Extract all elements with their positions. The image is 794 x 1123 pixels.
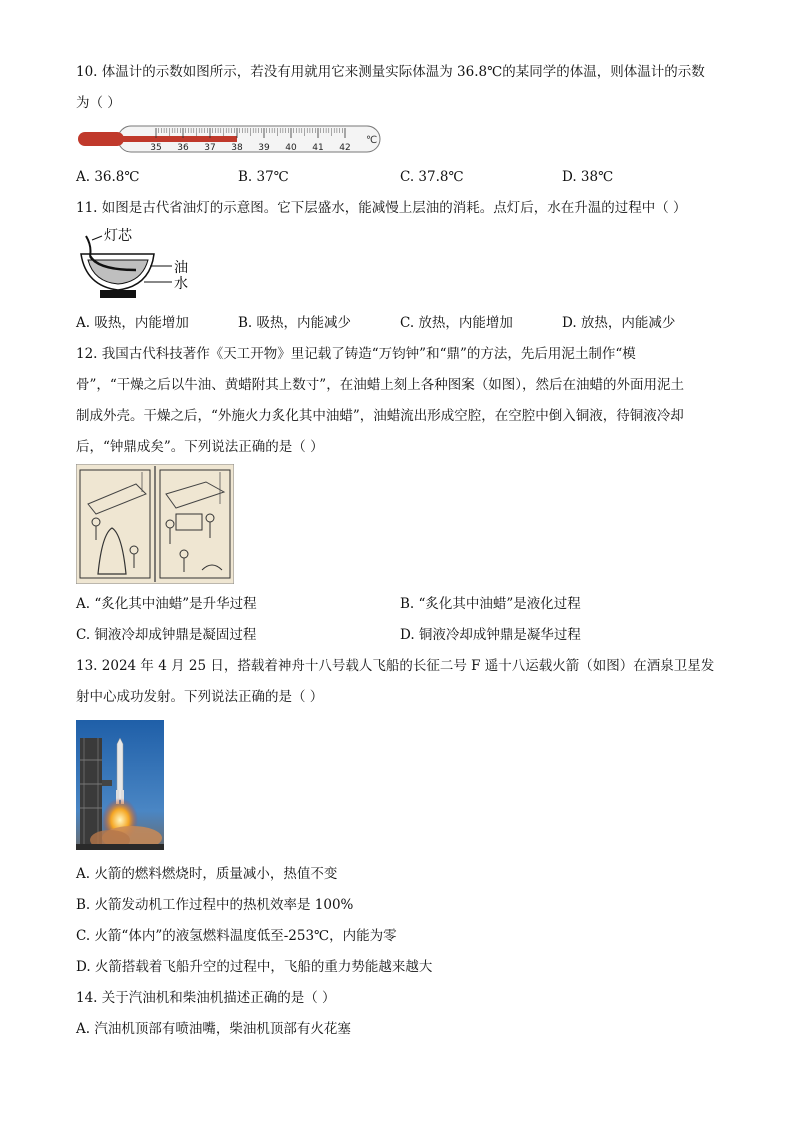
thermometer-tick-label: 42: [339, 143, 351, 153]
q11-option-a[interactable]: A. 吸热，内能增加: [76, 315, 189, 331]
thermometer-tick-label: 40: [285, 143, 297, 153]
label-wick: 灯芯: [104, 228, 132, 244]
q13-option-a[interactable]: A. 火箭的燃料燃烧时，质量减小，热值不变: [76, 866, 338, 882]
thermometer-tick-label: 37: [204, 143, 216, 153]
tiangong-kaiwu-illustration: [76, 464, 234, 584]
thermometer-tick-label: 39: [258, 143, 270, 153]
q10-stem-line1: 10. 体温计的示数如图所示，若没有用就用它来测量实际体温为 36.8℃的某同学的体温，则体温计的示数: [76, 64, 705, 80]
label-oil: 油: [174, 260, 188, 276]
thermometer-mercury: [116, 136, 237, 142]
q10-option-c[interactable]: C. 37.8℃: [400, 169, 464, 185]
q11-option-b[interactable]: B. 吸热，内能减少: [238, 315, 352, 331]
q12-stem-line2: 骨”，“干燥之后以牛油、黄蜡附其上数寸”，在油蜡上刻上各种图案（如图），然后在油蜡的外面用泥土: [76, 377, 684, 393]
q10-stem-line2: 为（ ）: [76, 95, 121, 111]
q12-option-d[interactable]: D. 铜液冷却成钟鼎是凝华过程: [400, 627, 581, 643]
q11-option-c[interactable]: C. 放热，内能增加: [400, 315, 513, 331]
q12-option-c[interactable]: C. 铜液冷却成钟鼎是凝固过程: [76, 627, 257, 643]
thermometer-unit: ℃: [366, 135, 378, 146]
q12-option-a[interactable]: A. “炙化其中油蜡”是升华过程: [76, 596, 257, 612]
q12-option-b[interactable]: B. “炙化其中油蜡”是液化过程: [400, 596, 581, 612]
q10-option-b[interactable]: B. 37℃: [238, 169, 289, 185]
q11-option-d[interactable]: D. 放热，内能减少: [562, 315, 676, 331]
thermometer-tick-label: 36: [177, 143, 189, 153]
q14-stem-line1: 14. 关于汽油机和柴油机描述正确的是（ ）: [76, 990, 336, 1006]
q13-option-c[interactable]: C. 火箭“体内”的液氢燃料温度低至-253℃，内能为零: [76, 928, 397, 944]
rocket-launch-photo: [76, 720, 164, 850]
q13-stem-line2: 射中心成功发射。下列说法正确的是（ ）: [76, 689, 324, 705]
label-water: 水: [174, 276, 188, 292]
q12-stem-line4: 后，“钟鼎成矣”。下列说法正确的是（ ）: [76, 439, 324, 455]
q10-option-d[interactable]: D. 38℃: [562, 169, 614, 185]
thermometer-tick-label: 41: [312, 143, 324, 153]
q12-stem-line1: 12. 我国古代科技著作《天工开物》里记载了铸造“万钧钟”和“鼎”的方法，先后用泥土制作“模: [76, 346, 636, 362]
q14-option-a[interactable]: A. 汽油机顶部有喷油嘴，柴油机顶部有火花塞: [76, 1021, 351, 1037]
thermometer-tick-label: 35: [150, 143, 162, 153]
q12-stem-line3: 制成外壳。干燥之后，“外施火力炙化其中油蜡”，油蜡流出形成空腔，在空腔中倒入铜液，待铜液冷却: [76, 408, 684, 424]
q10-option-a[interactable]: A. 36.8℃: [76, 169, 140, 185]
q13-option-d[interactable]: D. 火箭搭载着飞船升空的过程中，飞船的重力势能越来越大: [76, 959, 433, 975]
thermometer-tick-label: 38: [231, 143, 243, 153]
q13-stem-line1: 13. 2024 年 4 月 25 日，搭载着神舟十八号载人飞船的长征二号 F 遥十八运载火箭（如图）在酒泉卫星发: [76, 658, 715, 674]
q13-option-b[interactable]: B. 火箭发动机工作过程中的热机效率是 100%: [76, 897, 354, 913]
oil-lamp-figure: [76, 226, 196, 302]
q11-stem-line1: 11. 如图是古代省油灯的示意图。它下层盛水，能减慢上层油的消耗。点灯后，水在升温的过程中（ ）: [76, 200, 687, 216]
thermometer-figure: [76, 124, 386, 156]
